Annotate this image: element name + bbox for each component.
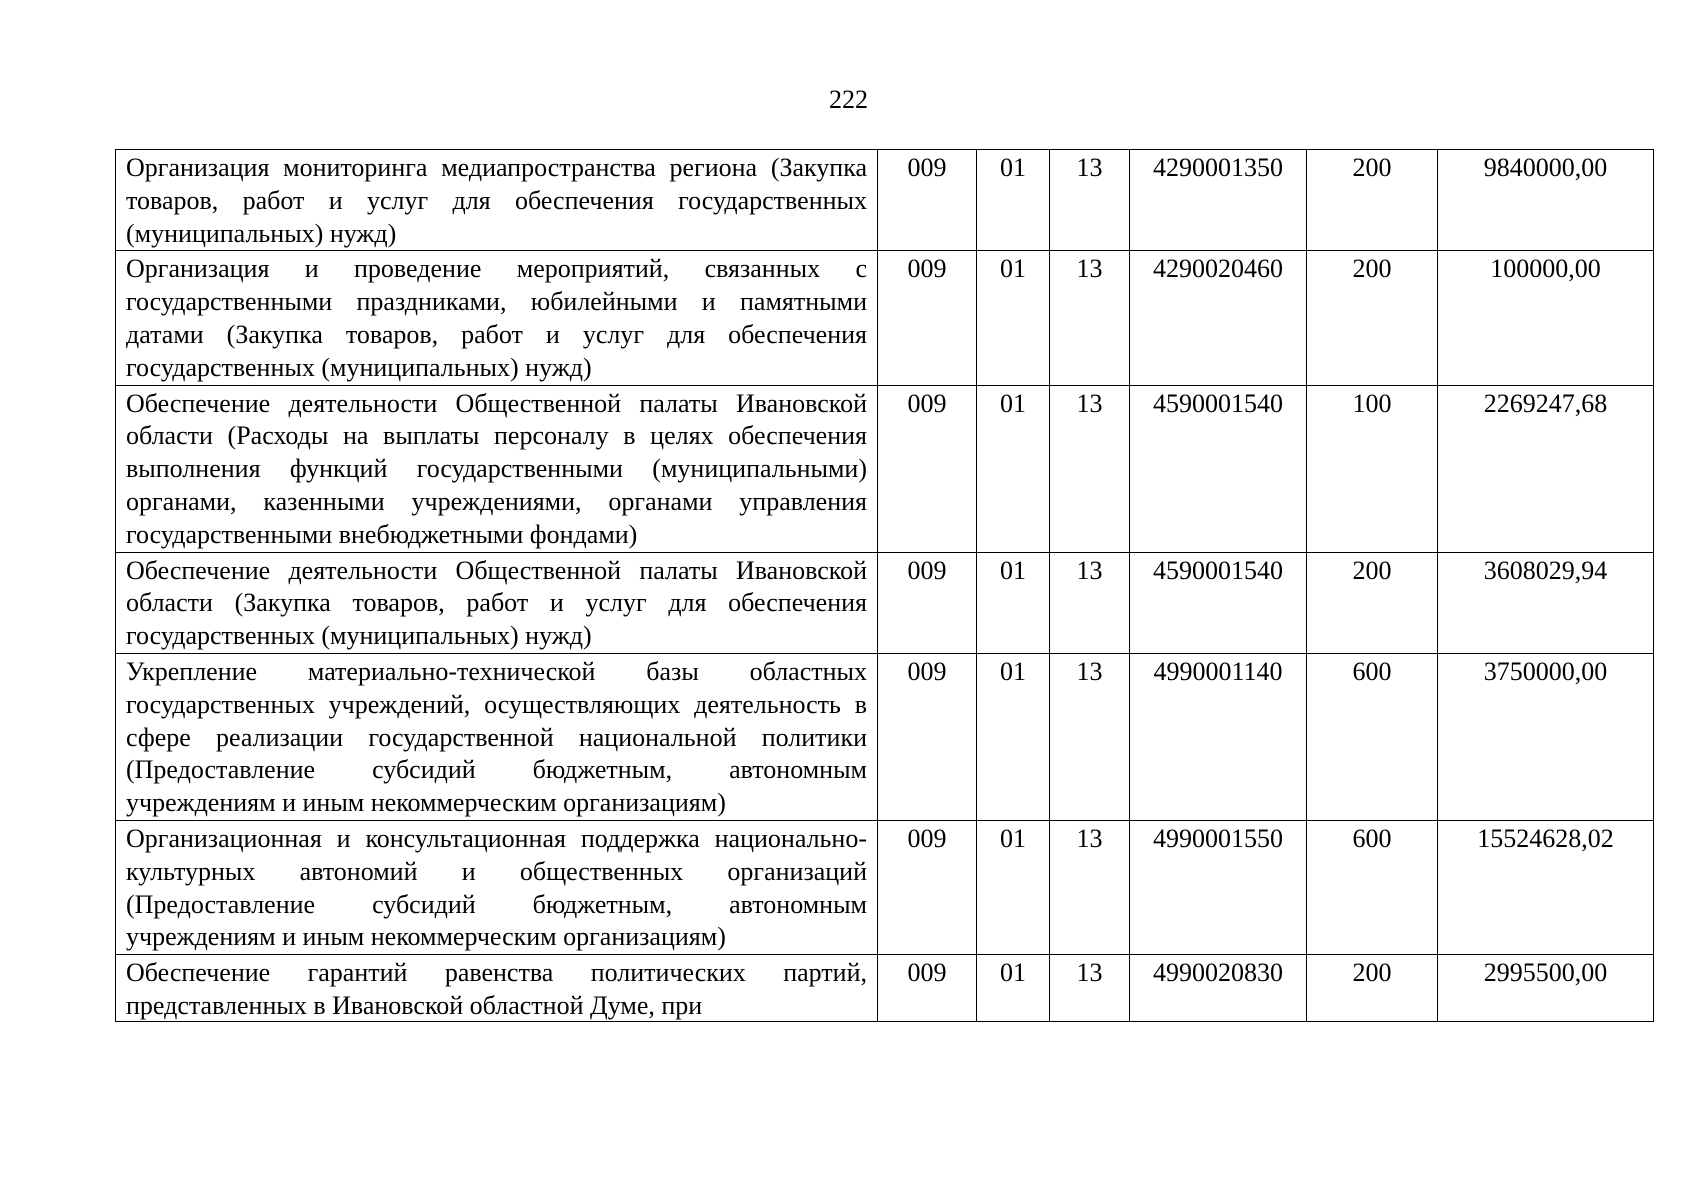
section-cell: 01 [977,955,1050,1022]
section-cell: 01 [977,653,1050,820]
description-cell [116,955,878,1022]
subsection-cell: 13 [1050,820,1130,954]
table-row [116,820,1654,954]
description-cell: Организация и проведение мероприятий, связанных с государственными праздниками, юбилейными и памятными датами (Закупка товаров, работ и услуг для обеспечения государственных (муниципальных) нужд) [116,251,878,385]
amount-cell: 15524628,02 [1438,820,1654,954]
expense-type-cell: 600 [1307,653,1438,820]
table-row [116,955,1654,1022]
target-article-cell: 4990020830 [1130,955,1307,1022]
subsection-cell: 13 [1050,385,1130,552]
subsection-cell: 13 [1050,150,1130,251]
expense-type-cell: 200 [1307,251,1438,385]
target-article-cell: 4590001540 [1130,552,1307,653]
table-row [116,150,1654,251]
target-article-cell: 4990001550 [1130,820,1307,954]
description-text: Обеспечение гарантий равенства политических партий, представленных в Ивановской областной Думе, при [126,958,867,1020]
section-cell: 01 [977,385,1050,552]
budget-table [115,149,1654,1022]
page-number: 222 [829,85,868,114]
section-cell: 01 [977,820,1050,954]
table-row [116,251,1654,385]
admin-code-cell: 009 [878,653,977,820]
section-cell: 01 [977,552,1050,653]
admin-code-cell: 009 [878,820,977,954]
admin-code-cell: 009 [878,150,977,251]
expense-type-cell: 200 [1307,955,1438,1022]
description-cell: Обеспечение деятельности Общественной палаты Ивановской области (Расходы на выплаты персоналу в целях обеспечения выполнения функций государственными (муниципальными) органами, казенными учреждениями, органами управления государственными внебюджетными фондами) [116,385,878,552]
admin-code-cell: 009 [878,552,977,653]
target-article-cell: 4590001540 [1130,385,1307,552]
subsection-cell: 13 [1050,955,1130,1022]
subsection-cell: 13 [1050,552,1130,653]
expense-type-cell: 100 [1307,385,1438,552]
description-cell: Обеспечение деятельности Общественной палаты Ивановской области (Закупка товаров, работ и услуг для обеспечения государственных (муниципальных) нужд) [116,552,878,653]
description-cell: Укрепление материально-технической базы областных государственных учреждений, осуществляющих деятельность в сфере реализации государственной национальной политики (Предоставление субсидий бюджетным, автономным учреждениям и иным некоммерческим организациям) [116,653,878,820]
amount-cell: 2995500,00 [1438,955,1654,1022]
admin-code-cell: 009 [878,385,977,552]
expense-type-cell: 200 [1307,150,1438,251]
description-cell: Организация мониторинга медиапространства региона (Закупка товаров, работ и услуг для обеспечения государственных (муниципальных) нужд) [116,150,878,251]
expense-type-cell: 200 [1307,552,1438,653]
subsection-cell: 13 [1050,653,1130,820]
admin-code-cell: 009 [878,955,977,1022]
description-cell: Организационная и консультационная поддержка национально-культурных автономий и общественных организаций (Предоставление субсидий бюджетным, автономным учреждениям и иным некоммерческим организациям) [116,820,878,954]
section-cell: 01 [977,150,1050,251]
admin-code-cell: 009 [878,251,977,385]
amount-cell: 2269247,68 [1438,385,1654,552]
table-row [116,385,1654,552]
section-cell: 01 [977,251,1050,385]
table-row [116,552,1654,653]
amount-cell: 9840000,00 [1438,150,1654,251]
expense-type-cell: 600 [1307,820,1438,954]
target-article-cell: 4290020460 [1130,251,1307,385]
table-row [116,653,1654,820]
amount-cell: 100000,00 [1438,251,1654,385]
subsection-cell: 13 [1050,251,1130,385]
amount-cell: 3750000,00 [1438,653,1654,820]
target-article-cell: 4290001350 [1130,150,1307,251]
amount-cell: 3608029,94 [1438,552,1654,653]
target-article-cell: 4990001140 [1130,653,1307,820]
